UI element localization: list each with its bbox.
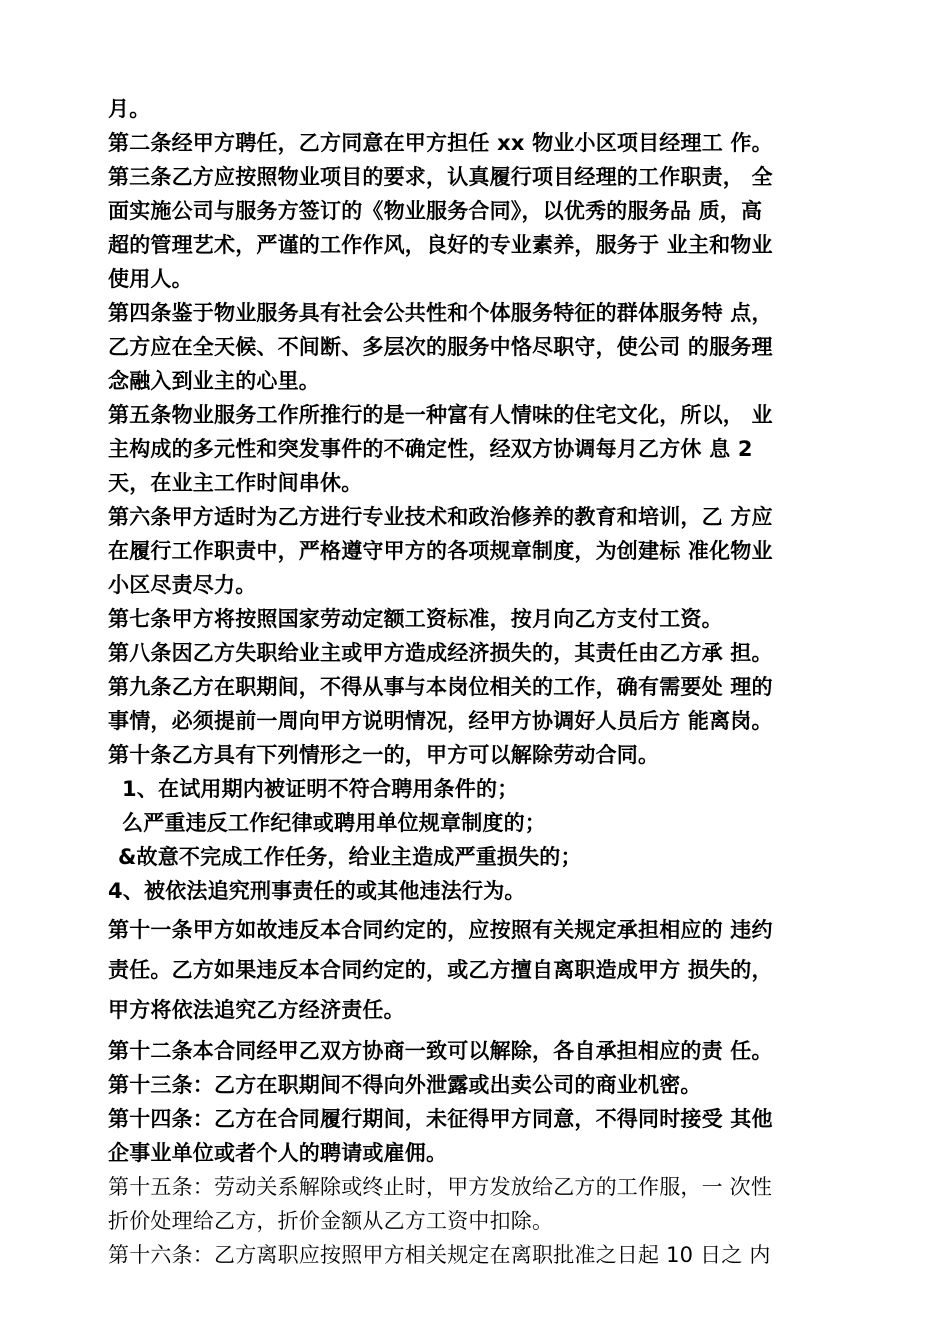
text-line: 在履行工作职责中，严格遵守甲方的各项规章制度，为创建标 准化物业 [108,539,773,563]
text-line: 甲方将依法追究乙方经济责任。 [108,998,405,1022]
text-line: 面实施公司与服务方签订的《物业服务合同》，以优秀的服务品 质，高 [108,199,763,223]
list-item-3 [108,840,858,874]
text-line: 使用人。 [108,267,193,291]
list-item-1 [108,772,858,806]
text-line: 么严重违反工作纪律或聘用单位规章制度的； [122,811,546,835]
text-line: 乙方应在全天候、不间断、多层次的服务中恪尽职守，使公司 的服务理 [108,335,773,359]
list-item-2 [108,806,858,840]
text-line: 第十条乙方具有下列情形之一的，甲方可以解除劳动合同。 [108,743,660,767]
list-item-4 [108,874,858,908]
article-12 [108,1034,858,1068]
text-line: 第五条物业服务工作所推行的是一种富有人情味的住宅文化，所以， 业 [108,403,773,427]
text-line: 第十一条甲方如故违反本合同约定的，应按照有关规定承担相应的 违约 [108,918,773,942]
text-line: 第七条甲方将按照国家劳动定额工资标准，按月向乙方支付工资。 [108,607,723,631]
text-line: 主构成的多元性和突发事件的不确定性，经双方协调每月乙方休 息 2 [108,437,753,461]
article-8 [108,636,858,670]
text-line: 4、被依法追究刑事责任的或其他违法行为。 [108,879,526,903]
text-line: 第九条乙方在职期间，不得从事与本岗位相关的工作，确有需要处 理的 [108,675,773,699]
article-2 [108,126,858,160]
text-line: 折价处理给乙方，折价金额从乙方工资中扣除。 [108,1209,554,1233]
text-line: 1、在试用期内被证明不符合聘用条件的； [122,777,519,801]
text-line: 事情，必须提前一周向甲方说明情况，经甲方协调好人员后方 能离岗。 [108,709,773,733]
text-line: 天，在业主工作时间串休。 [108,471,363,495]
text-line: 第二条经甲方聘任，乙方同意在甲方担任 xx 物业小区项目经理工 作。 [108,131,773,155]
text-line: 第十四条：乙方在合同履行期间，未征得甲方同意，不得同时接受 其他 [108,1107,773,1131]
text-line: 小区尽责尽力。 [108,573,257,597]
text-line: 第八条因乙方失职给业主或甲方造成经济损失的，其责任由乙方承 担。 [108,641,773,665]
text-line: 企事业单位或者个人的聘请或雇佣。 [108,1141,448,1165]
text-line: 月。 [108,97,151,121]
contract-page [108,92,858,1272]
article-4 [108,296,858,398]
article-3 [108,160,858,296]
text-line: 第四条鉴于物业服务具有社会公共性和个体服务特征的群体服务特 点， [108,301,773,325]
article-10 [108,738,858,772]
text-line: 第十二条本合同经甲乙双方协商一致可以解除，各自承担相应的责 任。 [108,1039,773,1063]
article-16 [108,1238,858,1272]
text-line: 责任。乙方如果违反本合同约定的，或乙方擅自离职造成甲方 损失的， [108,958,773,982]
text-line: 超的管理艺术，严谨的工作作风，良好的专业素养，服务于 业主和物业 [108,233,773,257]
text-line: 第三条乙方应按照物业项目的要求，认真履行项目经理的工作职责， 全 [108,165,773,189]
text-line: 第十五条：劳动关系解除或终止时，甲方发放给乙方的工作服，一 次性 [108,1175,773,1199]
article-15 [108,1170,858,1238]
text-line: 第十六条：乙方离职应按照甲方相关规定在离职批准之日起 10 日之 内 [108,1243,771,1267]
fragment-line [108,92,858,126]
text-line: 第六条甲方适时为乙方进行专业技术和政治修养的教育和培训，乙 方应 [108,505,773,529]
text-line: &故意不完成工作任务，给业主造成严重损失的； [118,845,582,869]
text-line: 念融入到业主的心里。 [108,369,320,393]
article-9 [108,670,858,738]
article-7 [108,602,858,636]
article-5 [108,398,858,500]
article-11 [108,910,858,1030]
article-13 [108,1068,858,1102]
article-14 [108,1102,858,1170]
article-6 [108,500,858,602]
text-line: 第十三条：乙方在职期间不得向外泄露或出卖公司的商业机密。 [108,1073,702,1097]
